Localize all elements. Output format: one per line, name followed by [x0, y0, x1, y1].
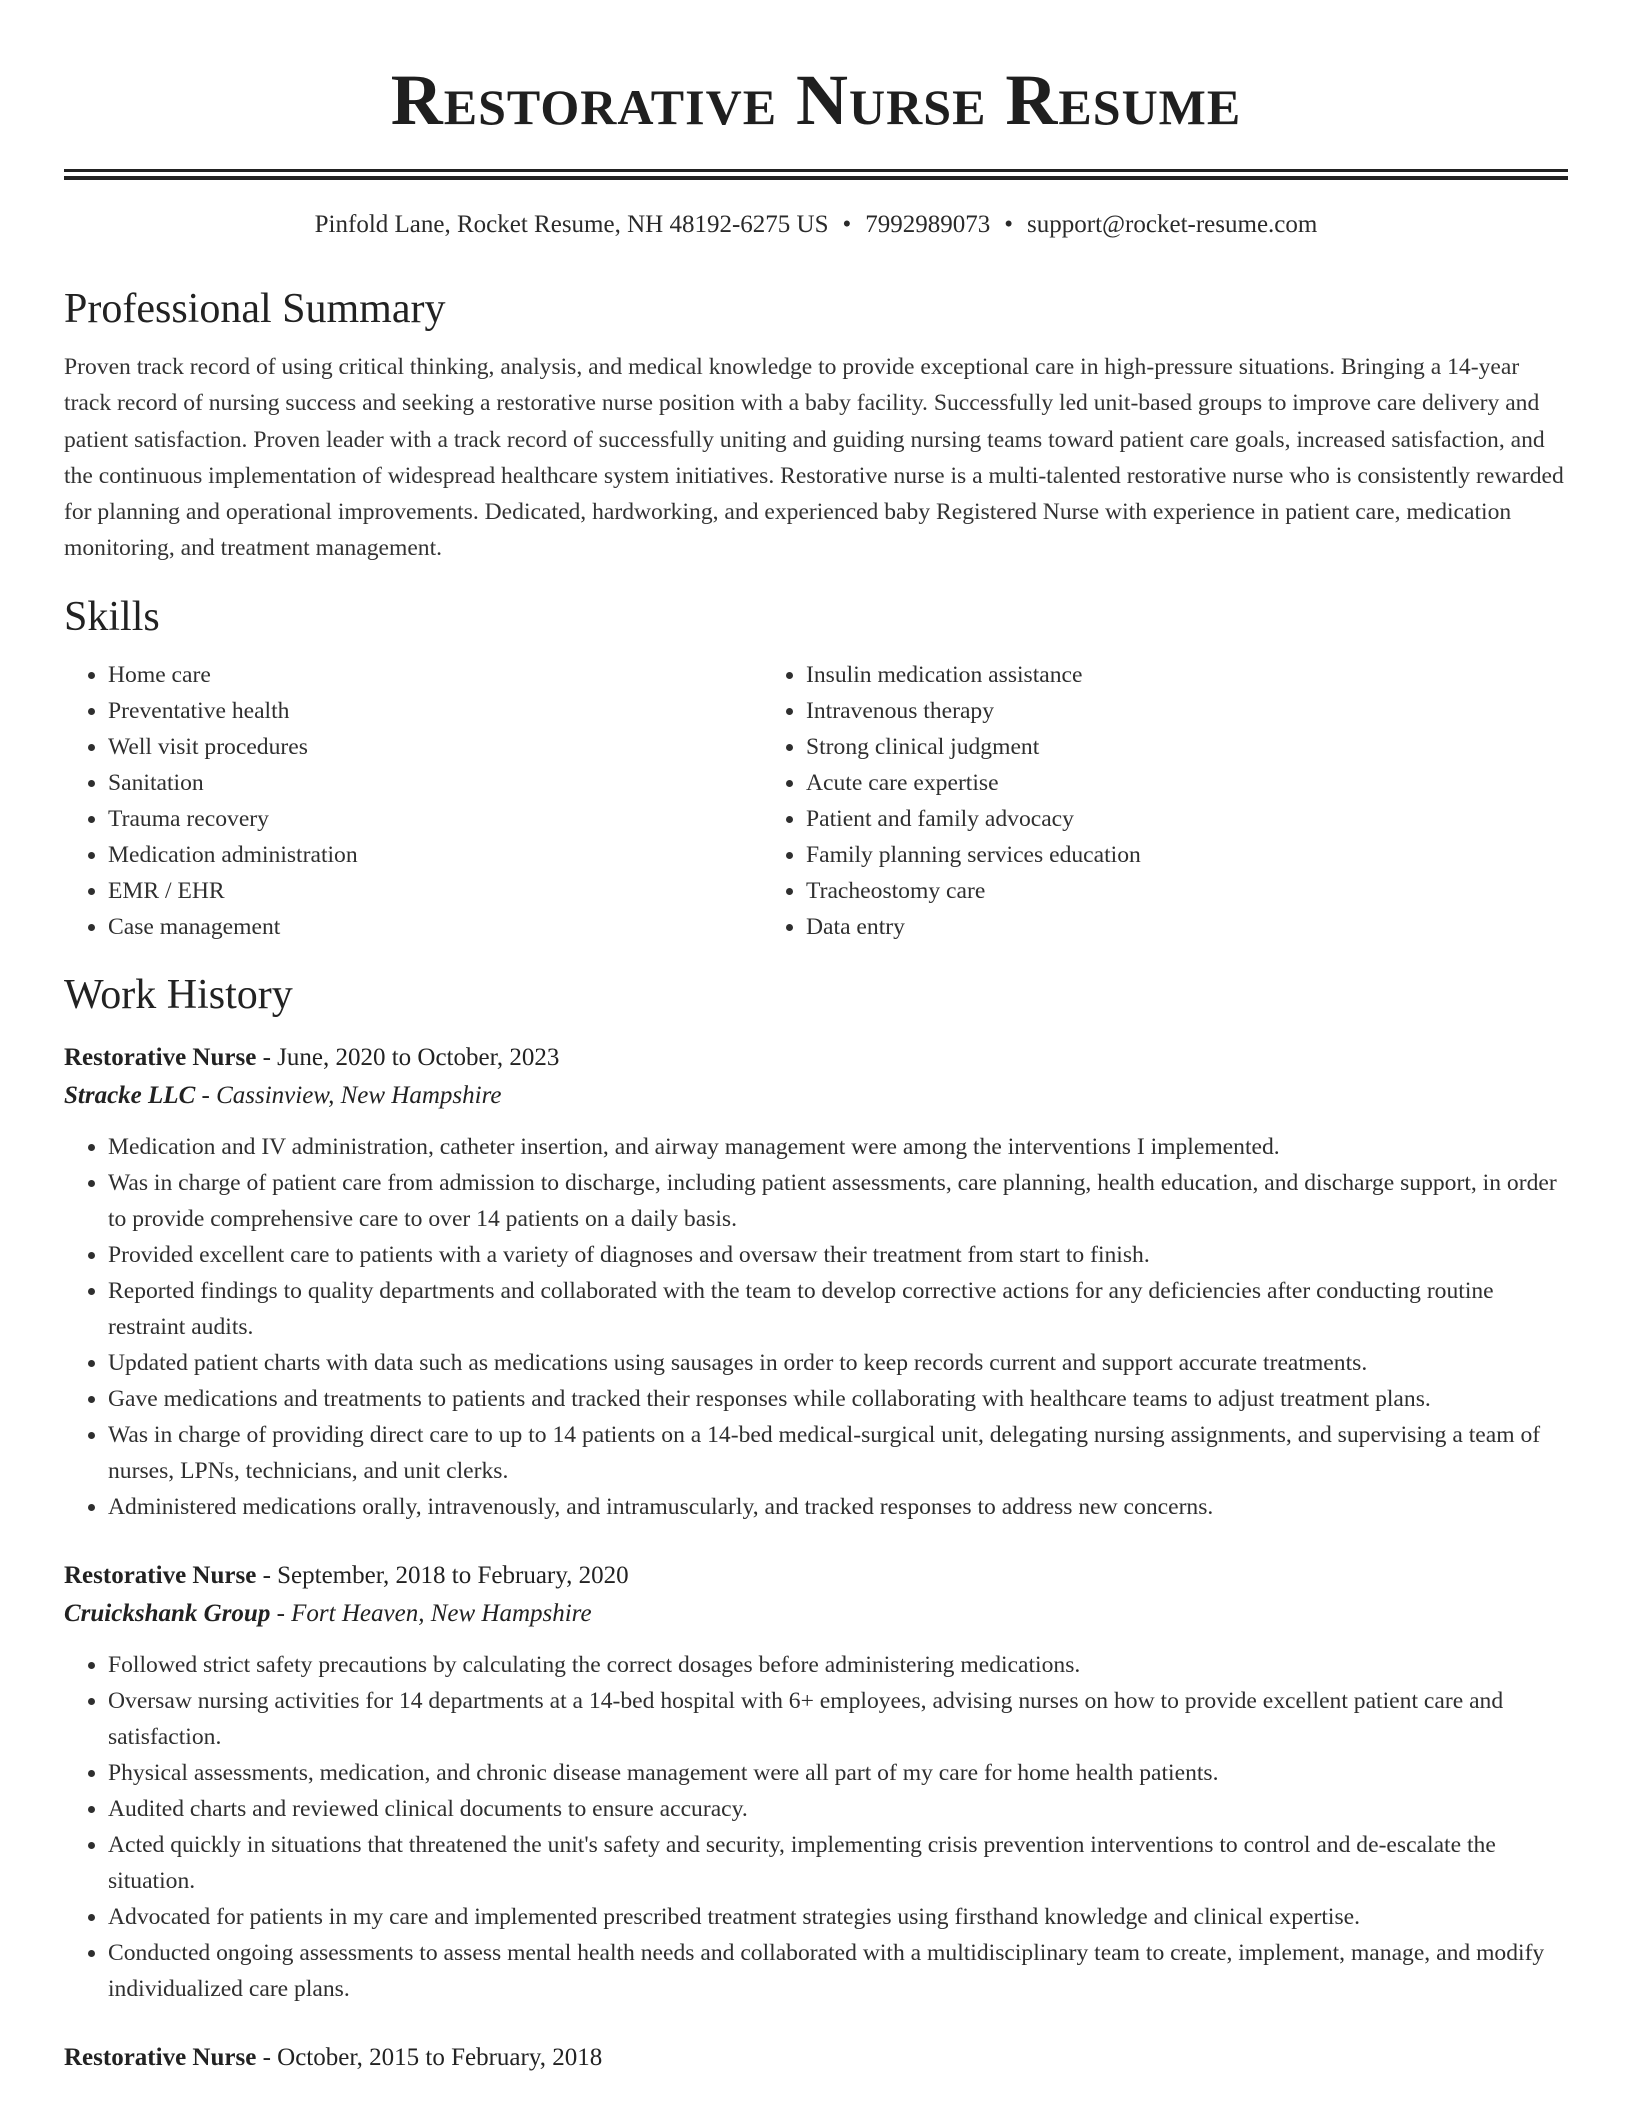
job-title: Restorative Nurse [64, 2043, 257, 2071]
skills-column-right [762, 657, 1141, 945]
job-dates: June, 2020 to October, 2023 [277, 1043, 560, 1071]
job-company-line [64, 1595, 1568, 1633]
contact-email[interactable]: support@rocket-resume.com [1027, 211, 1318, 238]
job-bullet: • Provided excellent care to patients with a variety of diagnoses and oversaw their treatment from start to finish. [108, 1237, 1568, 1273]
summary-text: Proven track record of using critical thinking, analysis, and medical knowledge to provide exceptional care in high-pressure situations. Bringing a 14-year track record of nursing success and seeking a restorative nurse position with a baby facility. Successfully led unit-based groups to improve care delivery and patient satisfaction. Proven leader with a track record of successfully uniting and guiding nursing teams toward patient care goals, increased satisfaction, and the continuous implementation of widespread healthcare system initiatives. Restorative nurse is a multi-talented restorative nurse who is consistently rewarded for planning and operational improvements. Dedicated, hardworking, and experienced baby Registered Nurse with experience in patient care, medication monitoring, and treatment management. [64, 354, 1564, 562]
job-company-line [64, 1077, 1568, 1115]
skills-list [64, 657, 1568, 945]
skill-item: • Home care [108, 657, 762, 693]
skill-item: • Insulin medication assistance [806, 657, 1141, 693]
job-entry [64, 1039, 1568, 1525]
job-bullet: • Reported findings to quality departments and collaborated with the team to develop corrective actions for any deficiencies after conducting routine restraint audits. [108, 1273, 1568, 1345]
contact-separator: • [1004, 211, 1014, 238]
skill-item: • Trauma recovery [108, 801, 762, 837]
skill-item: • Preventative health [108, 693, 762, 729]
job-bullet: • Physical assessments, medication, and chronic disease management were all part of my care for home health patients. [108, 1755, 1568, 1791]
skills-column-left [64, 657, 762, 945]
skill-item: • Acute care expertise [806, 765, 1141, 801]
job-bullets [64, 1647, 1568, 2007]
job-dates: October, 2015 to February, 2018 [277, 2043, 603, 2071]
job-entry [64, 1557, 1568, 2007]
contact-phone: 7992989073 [865, 211, 991, 238]
job-bullet: • Was in charge of patient care from admission to discharge, including patient assessments, care planning, health education, and discharge support, in order to provide comprehensive care to over 14 patients on a daily basis. [108, 1165, 1568, 1237]
job-dash: - [195, 1081, 217, 1109]
job-bullet: • Was in charge of providing direct care to up to 14 patients on a 14-bed medical-surgical unit, delegating nursing assignments, and supervising a team of nurses, LPNs, technicians, and unit clerks. [108, 1417, 1568, 1489]
job-bullet: • Conducted ongoing assessments to assess mental health needs and collaborated with a multidisciplinary team to create, implement, manage, and modify individualized care plans. [108, 1935, 1568, 2007]
job-dash: - [270, 1599, 292, 1627]
job-company: Cruickshank Group [64, 1599, 271, 1627]
job-dates: September, 2018 to February, 2020 [277, 1561, 629, 1589]
job-bullet: • Medication and IV administration, catheter insertion, and airway management were among the interventions I implemented. [108, 1129, 1568, 1165]
job-bullet: • Followed strict safety precautions by calculating the correct dosages before administering medications. [108, 1647, 1568, 1683]
job-dash: - [256, 1043, 278, 1071]
skill-item: • Medication administration [108, 837, 762, 873]
work-history-heading: Work History [64, 971, 293, 1018]
job-bullet: • Administered medications orally, intravenously, and intramuscularly, and tracked responses to address new concerns. [108, 1489, 1568, 1525]
job-location: Fort Heaven, New Hampshire [291, 1599, 592, 1627]
skill-item: • Well visit procedures [108, 729, 762, 765]
job-bullets [64, 1129, 1568, 1525]
job-title: Restorative Nurse [64, 1043, 257, 1071]
contact-address: Pinfold Lane, Rocket Resume, NH 48192-6275 US [314, 211, 829, 238]
contact-line [64, 209, 1568, 241]
job-dash: - [256, 1561, 278, 1589]
job-bullet: • Gave medications and treatments to patients and tracked their responses while collaborating with healthcare teams to adjust treatment plans. [108, 1381, 1568, 1417]
skill-item: • EMR / EHR [108, 873, 762, 909]
job-title-line [64, 2039, 1568, 2077]
job-company: Stracke LLC [64, 1081, 196, 1109]
job-title-line [64, 1039, 1568, 1077]
resume-title: Restorative Nurse Resume [390, 60, 1242, 140]
skill-item: • Patient and family advocacy [806, 801, 1141, 837]
job-bullet: • Oversaw nursing activities for 14 departments at a 14-bed hospital with 6+ employees, advising nurses on how to provide excellent patient care and satisfaction. [108, 1683, 1568, 1755]
skill-item: • Family planning services education [806, 837, 1141, 873]
job-location: Cassinview, New Hampshire [216, 1081, 502, 1109]
job-bullet: • Audited charts and reviewed clinical documents to ensure accuracy. [108, 1791, 1568, 1827]
job-title: Restorative Nurse [64, 1561, 257, 1589]
skill-item: • Strong clinical judgment [806, 729, 1141, 765]
skill-item: • Sanitation [108, 765, 762, 801]
contact-separator: • [842, 211, 852, 238]
summary-heading: Professional Summary [64, 286, 446, 332]
skill-item: • Data entry [806, 909, 1141, 945]
job-title-line [64, 1557, 1568, 1595]
job-bullet: • Updated patient charts with data such as medications using sausages in order to keep records current and support accurate treatments. [108, 1345, 1568, 1381]
job-dash: - [256, 2043, 278, 2071]
title-divider [64, 169, 1568, 172]
skill-item: • Case management [108, 909, 762, 945]
job-bullet: • Advocated for patients in my care and implemented prescribed treatment strategies using firsthand knowledge and clinical expertise. [108, 1899, 1568, 1935]
skill-item: • Tracheostomy care [806, 873, 1141, 909]
skills-heading: Skills [64, 593, 160, 640]
skill-item: • Intravenous therapy [806, 693, 1141, 729]
job-entry [64, 2039, 1568, 2077]
job-bullet: • Acted quickly in situations that threatened the unit's safety and security, implementing crisis prevention interventions to control and de-escalate the situation. [108, 1827, 1568, 1899]
